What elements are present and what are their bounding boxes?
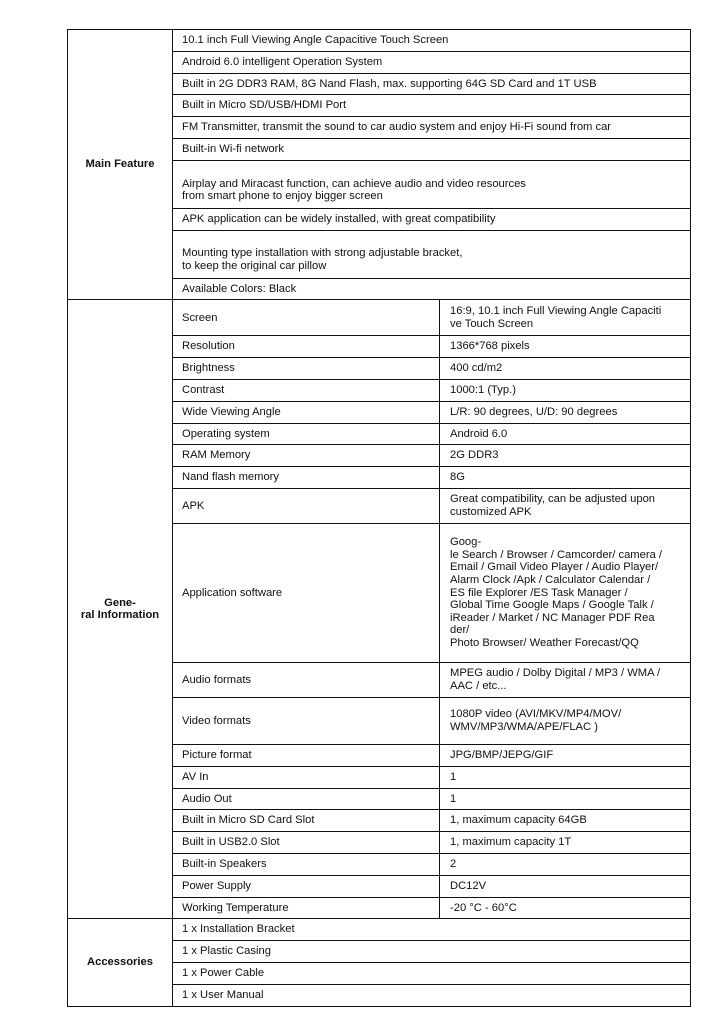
spec-label: AV In xyxy=(173,766,440,788)
spec-label: Nand flash memory xyxy=(173,467,440,489)
spec-value: 1, maximum capacity 64GB xyxy=(440,810,691,832)
spec-label: RAM Memory xyxy=(173,445,440,467)
spec-label: Audio Out xyxy=(173,788,440,810)
spec-label: Working Temperature xyxy=(173,897,440,919)
feature-item: Available Colors: Black xyxy=(173,278,691,300)
spec-label: Video formats xyxy=(173,697,440,744)
section-title-main-feature: Main Feature xyxy=(68,30,173,300)
feature-item: FM Transmitter, transmit the sound to car audio system and enjoy Hi-Fi sound from car xyxy=(173,117,691,139)
section-title-general-information: Gene- ral Information xyxy=(68,300,173,919)
feature-item: Built in 2G DDR3 RAM, 8G Nand Flash, max. supporting 64G SD Card and 1T USB xyxy=(173,73,691,95)
spec-table xyxy=(67,29,691,1007)
spec-value: Goog- le Search / Browser / Camcorder/ camera / Email / Gmail Video Player / Audio Player/ Alarm Clock /Apk / Calculator Calendar / ES file Explorer /ES Task Manager / Global Time Google Maps / Google Talk / iReader / Market / NC Manager PDF Rea der/ Photo Browser/ Weather Forecast/QQ xyxy=(440,523,691,662)
accessory-item: 1 x Installation Bracket xyxy=(173,919,691,941)
spec-value: 1 xyxy=(440,766,691,788)
table-row xyxy=(68,30,691,52)
spec-label: Screen xyxy=(173,300,440,336)
accessory-item: 1 x Plastic Casing xyxy=(173,941,691,963)
feature-item: Android 6.0 intelligent Operation System xyxy=(173,51,691,73)
spec-value: 1, maximum capacity 1T xyxy=(440,832,691,854)
spec-label: Resolution xyxy=(173,336,440,358)
spec-label: APK xyxy=(173,488,440,523)
accessory-item: 1 x Power Cable xyxy=(173,962,691,984)
spec-value: JPG/BMP/JEPG/GIF xyxy=(440,744,691,766)
spec-label: Brightness xyxy=(173,358,440,380)
spec-value: 1366*768 pixels xyxy=(440,336,691,358)
feature-item: Built-in Wi-fi network xyxy=(173,138,691,160)
spec-value: 8G xyxy=(440,467,691,489)
spec-value: DC12V xyxy=(440,875,691,897)
spec-label: Built-in Speakers xyxy=(173,853,440,875)
accessory-item: 1 x User Manual xyxy=(173,984,691,1006)
spec-label: Wide Viewing Angle xyxy=(173,401,440,423)
spec-label: Picture format xyxy=(173,744,440,766)
feature-item: 10.1 inch Full Viewing Angle Capacitive Touch Screen xyxy=(173,30,691,52)
section-title-accessories: Accessories xyxy=(68,919,173,1006)
spec-value: 400 cd/m2 xyxy=(440,358,691,380)
spec-value: Android 6.0 xyxy=(440,423,691,445)
spec-label: Operating system xyxy=(173,423,440,445)
table-row xyxy=(68,300,691,336)
spec-value: 2 xyxy=(440,853,691,875)
feature-item: Mounting type installation with strong adjustable bracket, to keep the original car pillow xyxy=(173,230,691,278)
spec-value: -20 °C - 60°C xyxy=(440,897,691,919)
spec-label: Power Supply xyxy=(173,875,440,897)
spec-value: 1000:1 (Typ.) xyxy=(440,379,691,401)
feature-item: APK application can be widely installed, with great compatibility xyxy=(173,208,691,230)
spec-label: Audio formats xyxy=(173,662,440,697)
spec-label: Built in Micro SD Card Slot xyxy=(173,810,440,832)
spec-label: Contrast xyxy=(173,379,440,401)
feature-item: Built in Micro SD/USB/HDMI Port xyxy=(173,95,691,117)
feature-item: Airplay and Miracast function, can achieve audio and video resources from smart phone to enjoy bigger screen xyxy=(173,160,691,208)
spec-value: 2G DDR3 xyxy=(440,445,691,467)
spec-value: 1 xyxy=(440,788,691,810)
spec-value: 1080P video (AVI/MKV/MP4/MOV/ WMV/MP3/WMA/APE/FLAC ) xyxy=(440,697,691,744)
spec-label: Application software xyxy=(173,523,440,662)
spec-label: Built in USB2.0 Slot xyxy=(173,832,440,854)
table-row xyxy=(68,919,691,941)
spec-value: L/R: 90 degrees, U/D: 90 degrees xyxy=(440,401,691,423)
spec-value: MPEG audio / Dolby Digital / MP3 / WMA / AAC / etc... xyxy=(440,662,691,697)
spec-value: Great compatibility, can be adjusted upon customized APK xyxy=(440,488,691,523)
spec-value: 16:9, 10.1 inch Full Viewing Angle Capaciti ve Touch Screen xyxy=(440,300,691,336)
